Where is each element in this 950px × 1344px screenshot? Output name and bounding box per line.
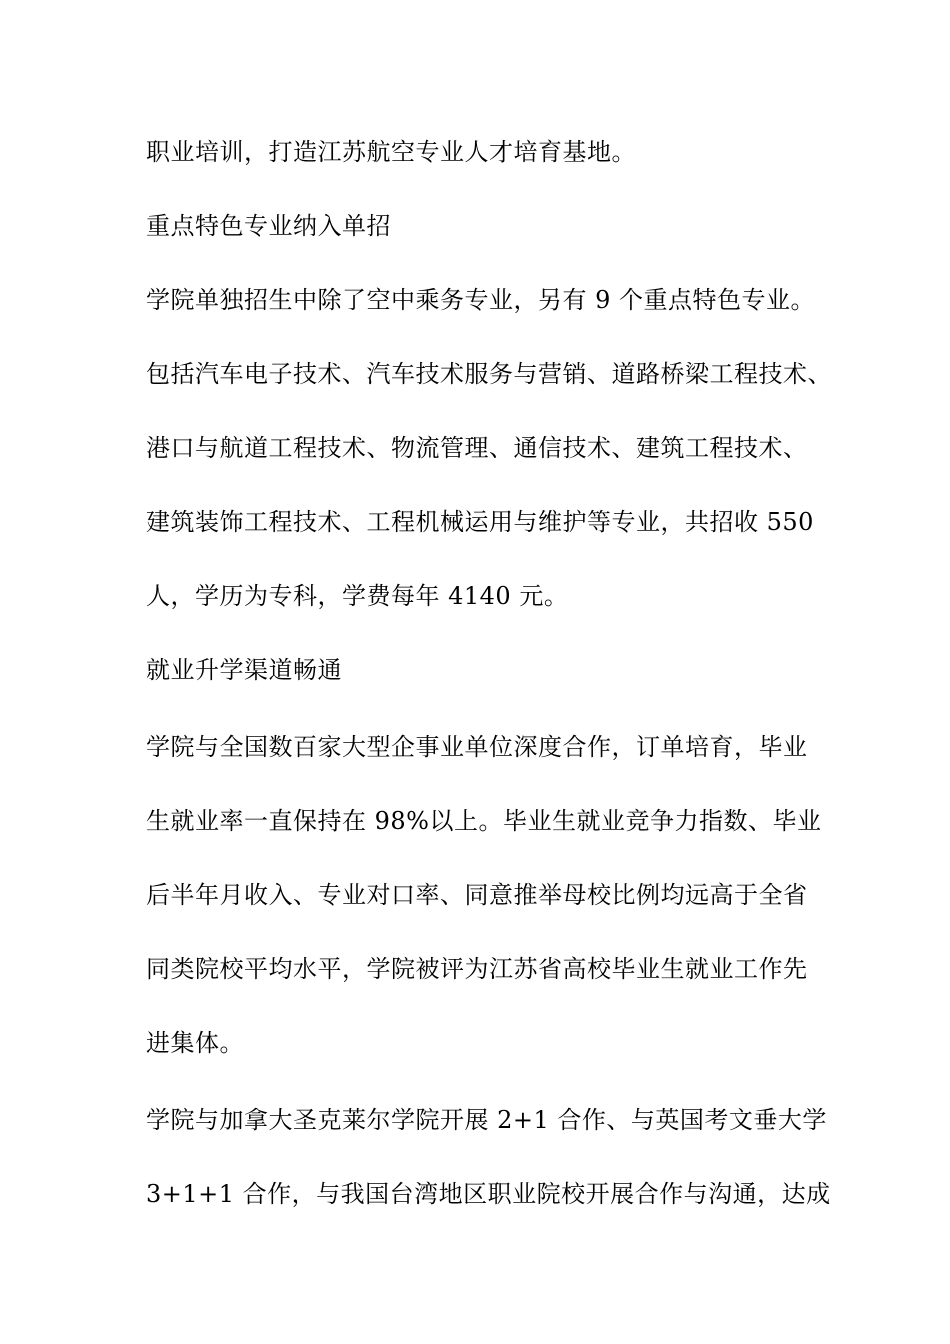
text-line-5: 港口与航道工程技术、物流管理、通信技术、建筑工程技术、	[146, 434, 808, 462]
text-line-9: 学院与全国数百家大型企事业单位深度合作，订单培育，毕业	[146, 733, 808, 761]
text-line-11: 后半年月收入、专业对口率、同意推举母校比例均远高于全省	[146, 881, 808, 909]
text-line-13: 进集体。	[146, 1029, 244, 1057]
text-line-6: 建筑装饰工程技术、工程机械运用与维护等专业，共招收 550	[146, 508, 814, 536]
text-line-4: 包括汽车电子技术、汽车技术服务与营销、道路桥梁工程技术、	[146, 360, 832, 388]
text-line-15: 3+1+1 合作，与我国台湾地区职业院校开展合作与沟通，达成	[146, 1180, 831, 1208]
section-heading-specialties: 重点特色专业纳入单招	[146, 212, 391, 240]
text-line-7: 人，学历为专科，学费每年 4140 元。	[146, 582, 569, 610]
text-line-12: 同类院校平均水平，学院被评为江苏省高校毕业生就业工作先	[146, 955, 808, 983]
text-line-10: 生就业率一直保持在 98%以上。毕业生就业竞争力指数、毕业	[146, 807, 822, 835]
section-heading-employment: 就业升学渠道畅通	[146, 656, 342, 684]
text-line-14: 学院与加拿大圣克莱尔学院开展 2+1 合作、与英国考文垂大学	[146, 1106, 827, 1134]
text-line-3: 学院单独招生中除了空中乘务专业，另有 9 个重点特色专业。	[146, 286, 816, 314]
text-line-1: 职业培训，打造江苏航空专业人才培育基地。	[146, 138, 636, 166]
